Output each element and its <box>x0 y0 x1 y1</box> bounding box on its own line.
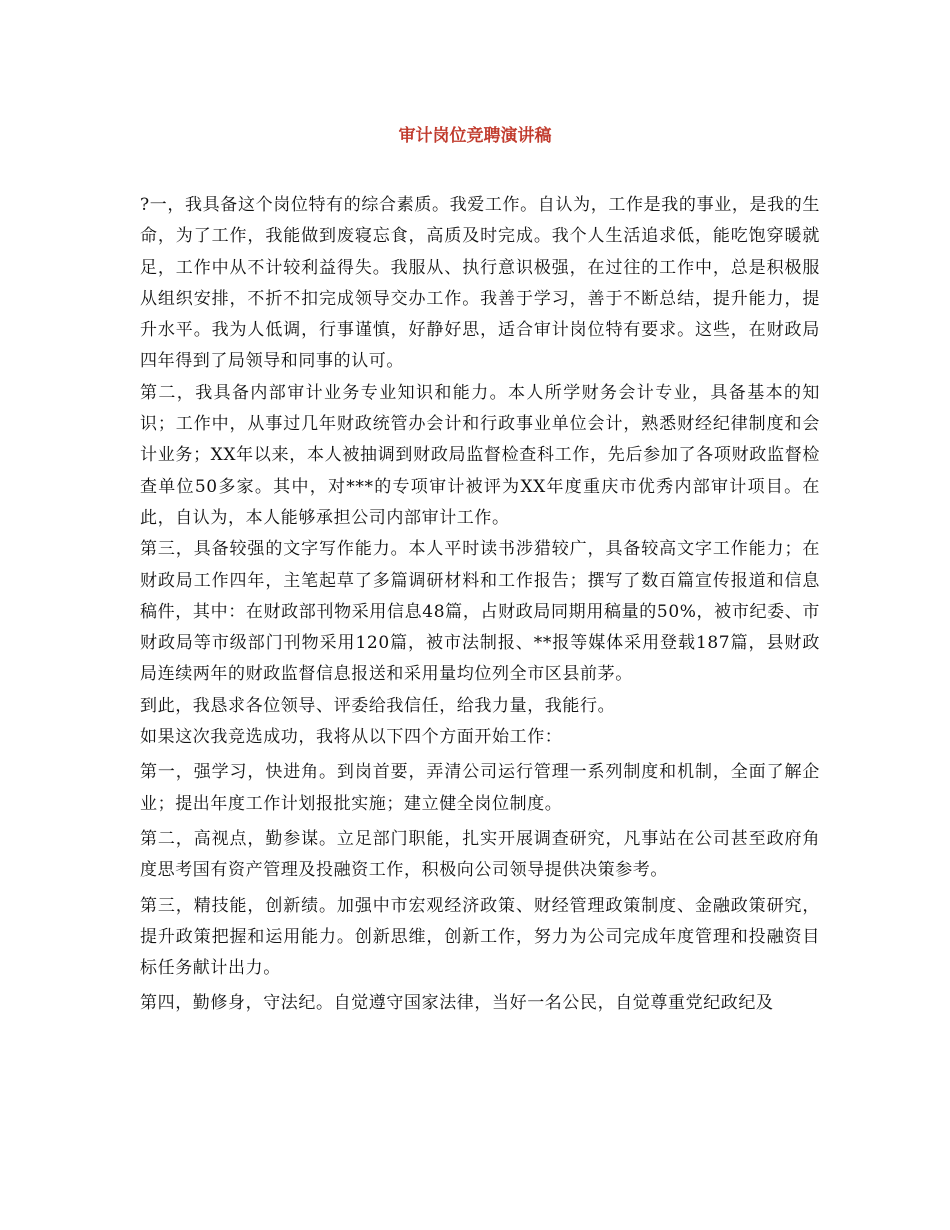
paragraph-7: 第二，高视点，勤参谋。立足部门职能，扎实开展调查研究，凡事站在公司甚至政府角度思考国有资产管理及投融资工作，积极向公司领导提供决策参考。 <box>140 828 820 881</box>
paragraph-5: 如果这次我竞选成功，我将从以下四个方面开始工作： <box>140 727 563 748</box>
paragraph-1: ?一，我具备这个岗位特有的综合素质。我爱工作。自认为，工作是我的事业，是我的生命，为了工作，我能做到废寝忘食，高质及时完成。我个人生活追求低，能吃饱穿暖就足，工作中从不计较利益得失。我服从、执行意识极强，在过往的工作中，总是积极服从组织安排，不折不扣完成领导交办工作。我善于学习，善于不断总结，提升能力，提升水平。我为人低调，行事谨慎，好静好思，适合审计岗位特有要求。这些，在财政局四年得到了局领导和同事的认可。 <box>140 195 820 372</box>
paragraph-2: 第二，我具备内部审计业务专业知识和能力。本人所学财务会计专业，具备基本的知识；工作中，从事过几年财政统管办会计和行政事业单位会计，熟悉财经纪律制度和会计业务；XX年以来，本人被抽调到财政局监督检查科工作，先后参加了各项财政监督检查单位50多家。其中，对***的专项审计被评为XX年度重庆市优秀内部审计项目。在此，自认为，本人能够承担公司内部审计工作。 <box>140 382 820 528</box>
paragraph-6: 第一，强学习，快进角。到岗首要，弄清公司运行管理一系列制度和机制，全面了解企业；提出年度工作计划报批实施；建立健全岗位制度。 <box>140 762 820 814</box>
document-body <box>140 190 820 1020</box>
paragraph-4: 到此，我恳求各位领导、评委给我信任，给我力量，我能行。 <box>140 695 616 716</box>
paragraph-9: 第四，勤修身，守法纪。自觉遵守国家法律，当好一名公民，自觉尊重党纪政纪及 <box>140 993 774 1014</box>
paragraph-3: 第三，具备较强的文字写作能力。本人平时读书涉猎较广，具备较高文字工作能力；在财政局工作四年，主笔起草了多篇调研材料和工作报告；撰写了数百篇宣传报道和信息稿件，其中：在财政部刊物采用信息48篇，占财政局同期用稿量的50%，被市纪委、市财政局等市级部门刊物采用120篇，被市法制报、**报等媒体采用登载187篇，县财政局连续两年的财政监督信息报送和采用量均位列全市区县前茅。 <box>140 539 820 685</box>
paragraph-8: 第三，精技能，创新绩。加强中市宏观经济政策、财经管理政策制度、金融政策研究，提升政策把握和运用能力。创新思维，创新工作，努力为公司完成年度管理和投融资目标任务献计出力。 <box>140 895 820 979</box>
document-title: 审计岗位竞聘演讲稿 <box>398 126 552 146</box>
